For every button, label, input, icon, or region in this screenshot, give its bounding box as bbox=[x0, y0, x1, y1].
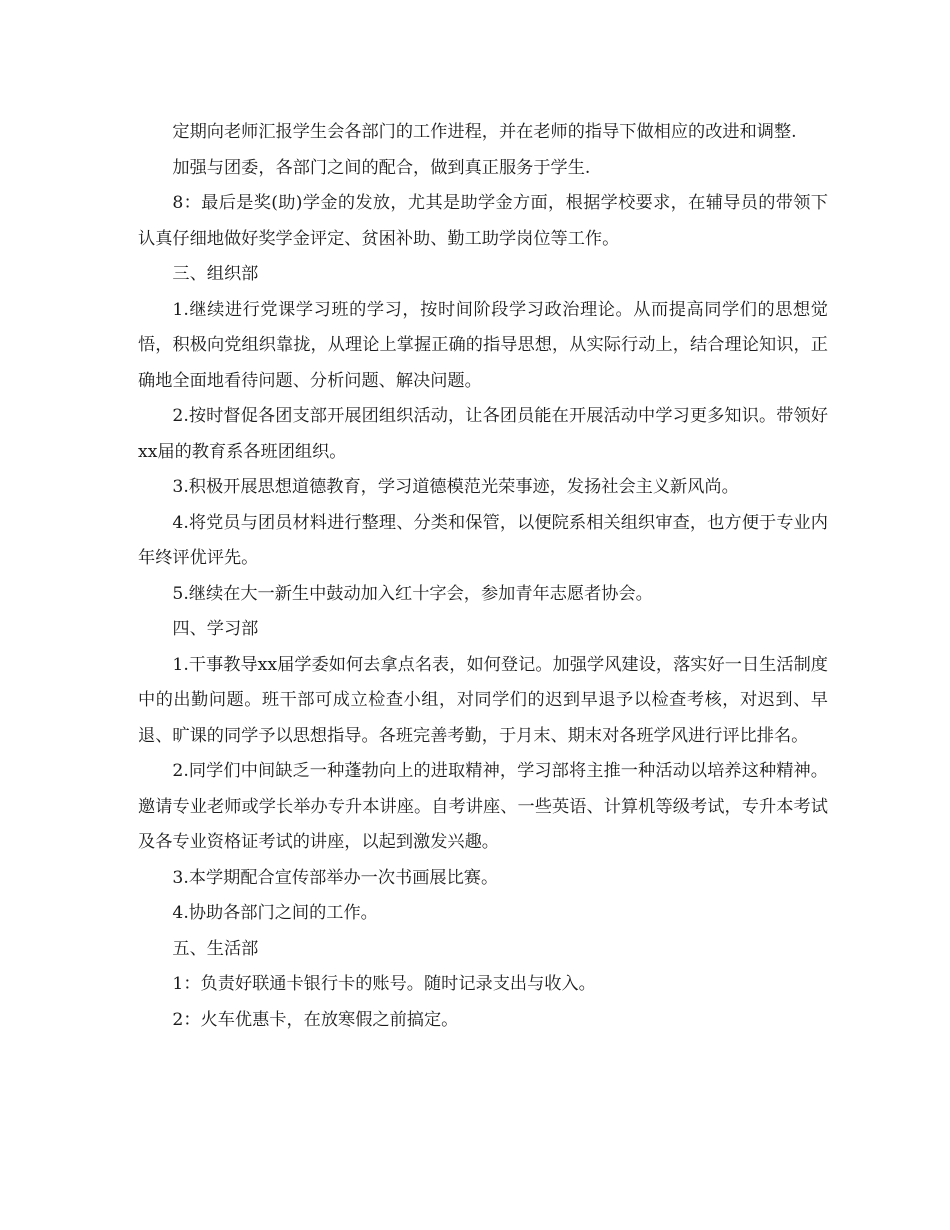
paragraph-life-item-1: 1：负责好联通卡银行卡的账号。随时记录支出与收入。 bbox=[172, 974, 596, 994]
document-body bbox=[138, 115, 828, 1038]
paragraph-org-item-1: 1.继续进行党课学习班的学习，按时间阶段学习政治理论。从而提高同学们的思想觉悟，积极向党组织靠拢，从理论上掌握正确的指导思想，从实际行动上，结合理论知识，正确地全面地看待问题、分析问题、解决问题。 bbox=[138, 299, 828, 391]
paragraph-org-item-5: 5.继续在大一新生中鼓动加入红十字会，参加青年志愿者协会。 bbox=[172, 583, 653, 604]
paragraph-cooperation: 加强与团委，各部门之间的配合，做到真正服务于学生. bbox=[172, 157, 591, 178]
paragraph-study-item-2: 2.同学们中间缺乏一种蓬勃向上的进取精神，学习部将主推一种活动以培养这种精神。邀请专业老师或学长举办专升本讲座。自考讲座、一些英语、计算机等级考试，专升本考试及各专业资格证考试的讲座，以起到激发兴趣。 bbox=[138, 761, 828, 852]
section-heading-life: 五、生活部 bbox=[172, 938, 259, 959]
paragraph-study-item-1: 1.干事教导xx届学委如何去拿点名表，如何登记。加强学风建设，落实好一日生活制度中的出勤问题。班干部可成立检查小组，对同学们的迟到早退予以检查考核，对迟到、早退、旷课的同学予以思想指导。各班完善考勤，于月末、期末对各班学风进行评比排名。 bbox=[138, 654, 828, 746]
paragraph-life-item-2: 2：火车优惠卡，在放寒假之前搞定。 bbox=[172, 1009, 459, 1030]
paragraph-study-item-4: 4.协助各部门之间的工作。 bbox=[172, 903, 378, 923]
paragraph-study-item-3: 3.本学期配合宣传部举办一次书画展比赛。 bbox=[172, 867, 499, 888]
paragraph-scholarship: 8：最后是奖(助)学金的发放，尤其是助学金方面，根据学校要求，在辅导员的带领下认真仔细地做好奖学金评定、贫困补助、勤工助学岗位等工作。 bbox=[138, 193, 828, 249]
section-heading-study: 四、学习部 bbox=[172, 619, 259, 639]
paragraph-org-item-2: 2.按时督促各团支部开展团组织活动，让各团员能在开展活动中学习更多知识。带领好xx届的教育系各班团组织。 bbox=[138, 406, 828, 462]
paragraph-org-item-3: 3.积极开展思想道德教育，学习道德模范光荣事迹，发扬社会主义新风尚。 bbox=[172, 477, 739, 497]
paragraph-report-to-teacher: 定期向老师汇报学生会各部门的工作进程，并在老师的指导下做相应的改进和调整. bbox=[172, 122, 797, 142]
paragraph-org-item-4: 4.将党员与团员材料进行整理、分类和保管，以便院系相关组织审查，也方便于专业内年终评优评先。 bbox=[138, 512, 828, 568]
section-heading-organization: 三、组织部 bbox=[172, 264, 259, 284]
